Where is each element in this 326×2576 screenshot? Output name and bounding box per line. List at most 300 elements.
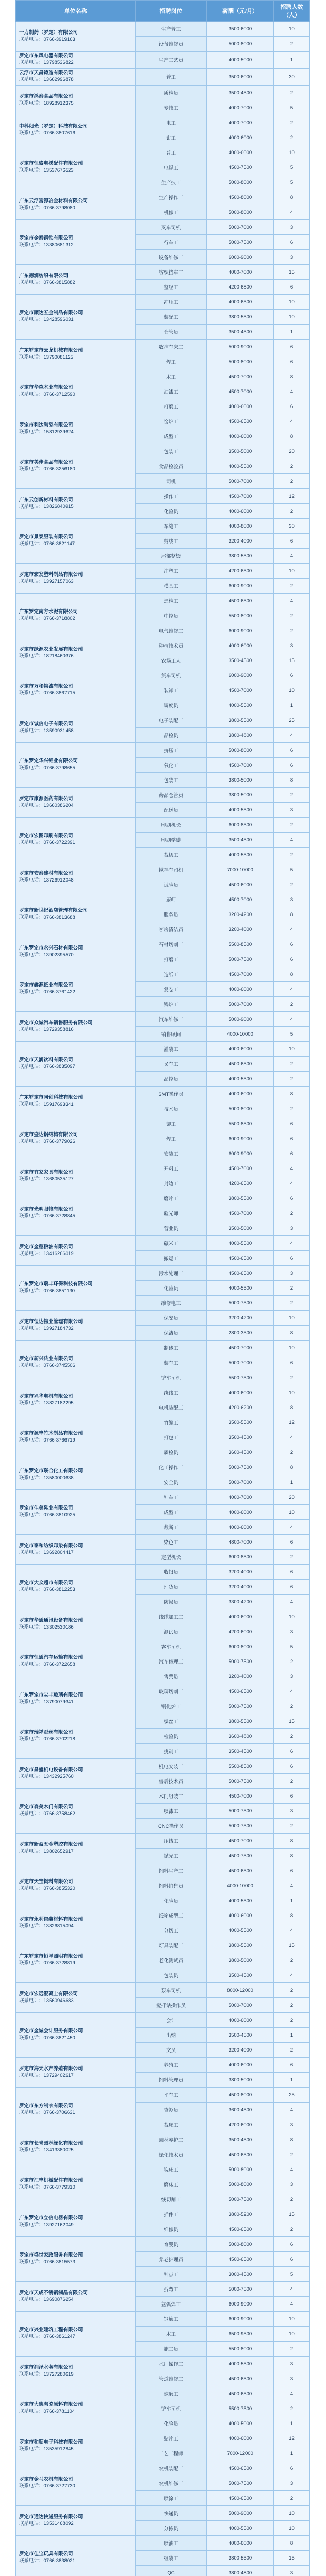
company-phone: 联系电话：13531468092 [19,2520,74,2527]
count-cell: 6 [274,2252,310,2267]
company-name: 罗定市汇丰机械配件有限公司 [19,2178,83,2184]
salary-cell: 6500-9500 [207,2327,274,2342]
table-row [16,2386,310,2401]
position-cell: 剪线工 [136,534,207,549]
position-cell: 中控员 [136,608,207,623]
position-cell: 专技工 [136,100,207,115]
salary-cell: 3200-4000 [207,1565,274,1580]
table-row [16,594,310,608]
company-phone: 联系电话：0766-3706631 [19,2110,75,2115]
company-phone: 联系电话：0766-3861247 [19,2334,75,2340]
table-row [16,220,310,235]
company-cell [16,713,136,743]
count-cell: 2 [274,2147,310,2162]
table-row [16,1415,310,1430]
company-cell [16,2013,136,2058]
count-cell: 2 [274,2491,310,2506]
count-cell: 1 [274,1475,310,1490]
position-cell: 车缝工 [136,519,207,534]
position-cell: 饲料生产工 [136,1863,207,1878]
position-cell: 喷油工 [136,2536,207,2551]
company-name: 罗定市润泽水务有限公司 [19,2364,73,2370]
position-cell: 钟点工 [136,2267,207,2282]
salary-cell: 3500-4500 [207,653,274,668]
position-cell: 插件工 [136,2207,207,2222]
count-cell: 2 [274,1206,310,1221]
salary-cell: 4500-7000 [207,1161,274,1176]
position-cell: 会计 [136,2013,207,2028]
company-cell [16,1490,136,1535]
count-cell: 3 [274,1221,310,1236]
position-cell: 制砖工 [136,1341,207,1355]
count-cell: 10 [274,310,310,325]
salary-cell: 4000-6000 [207,1520,274,1535]
position-cell: 电气维修工 [136,623,207,638]
position-cell: 泵车司机 [136,1983,207,1998]
company-phone: 联系电话：0766-3815882 [19,279,75,285]
count-cell: 2 [274,1699,310,1714]
salary-cell: 6000-9000 [207,623,274,638]
company-cell [16,2312,136,2357]
count-cell: 2 [274,130,310,145]
count-cell: 4 [274,414,310,429]
company-cell [16,220,136,265]
salary-cell: 6000-9000 [207,2297,274,2312]
salary-cell: 4000-7000 [207,100,274,115]
company-phone: 联系电话：0766-3256180 [19,466,75,472]
company-phone: 联系电话：0766-3712590 [19,392,75,397]
count-cell: 5 [274,160,310,175]
count-cell: 3 [274,2476,310,2491]
count-cell: 3 [274,1624,310,1639]
company-phone: 联系电话：13302530186 [19,1624,74,1630]
salary-cell: 6000-9000 [207,668,274,683]
position-cell: 饲料管理员 [136,2073,207,2088]
count-cell: 12 [274,489,310,504]
position-cell: 焊工 [136,354,207,369]
position-cell: 裁床工 [136,2117,207,2132]
count-cell: 10 [274,683,310,698]
company-name: 罗定市盛世家政服务有限公司 [19,2252,83,2259]
position-cell: 压铸工 [136,1834,207,1849]
table-row [16,444,310,459]
table-row [16,967,310,982]
salary-cell: 4500-7000 [207,1206,274,1221]
company-phone: 联系电话：0766-3835097 [19,1064,75,1070]
position-cell: 绿化技术员 [136,2147,207,2162]
table-body [16,22,310,2576]
position-cell: 机修工 [136,205,207,220]
position-cell: 氩弧焊工 [136,2297,207,2312]
company-phone: 联系电话：13726912048 [19,877,74,883]
company-name: 罗定市森美木门有限公司 [19,1804,73,1810]
count-cell: 4 [274,728,310,743]
position-cell: 竹编工 [136,1415,207,1430]
company-cell [16,2207,136,2237]
position-cell: 磨片工 [136,1191,207,1206]
position-cell: 销售顾问 [136,1027,207,1042]
company-phone: 联系电话：0766-3728819 [19,1960,75,1966]
salary-cell: 5500-7500 [207,2401,274,2416]
count-cell: 25 [274,713,310,728]
position-cell: 窑炉工 [136,414,207,429]
salary-cell: 4000-6500 [207,295,274,310]
count-cell: 8 [274,2536,310,2551]
salary-cell: 5000-7500 [207,1819,274,1834]
company-cell [16,1863,136,1908]
company-name: 广东罗定南方水泥有限公司 [19,609,78,615]
count-cell: 2 [274,1953,310,1968]
company-name: 罗定市长青园林绿化有限公司 [19,2140,83,2146]
company-phone: 联系电话：13432925760 [19,1773,74,1780]
table-header [16,1,310,22]
count-cell: 6 [274,1191,310,1206]
company-name: 罗定市康源医药有限公司 [19,795,73,802]
table-row [16,1759,310,1774]
salary-cell: 4000-6000 [207,145,274,160]
position-cell: 成型工 [136,429,207,444]
count-cell: 4 [274,2297,310,2312]
count-cell: 6 [274,937,310,952]
salary-cell: 6000-8500 [207,818,274,833]
table-row [16,1908,310,1923]
company-name: 广东云创新材料有限公司 [19,497,73,503]
table-row [16,2162,310,2177]
count-cell: 15 [274,653,310,668]
salary-cell: 7000-12000 [207,2446,274,2461]
position-cell: 油漆工 [136,384,207,399]
count-cell: 2 [274,504,310,519]
position-cell: 电子装配工 [136,713,207,728]
salary-cell: 4500-6500 [207,1684,274,1699]
company-cell [16,22,136,52]
position-cell: 装车工 [136,1355,207,1370]
count-cell: 2 [274,1774,310,1789]
salary-cell: 5000-7500 [207,1699,274,1714]
salary-cell: 3800-5500 [207,1938,274,1953]
company-phone: 联系电话：13380681312 [19,242,74,248]
company-phone: 联系电话：0766-3779026 [19,1139,75,1144]
salary-cell: 4000-5500 [207,698,274,713]
count-cell: 2 [274,1101,310,1116]
table-row [16,1460,310,1475]
position-cell: 厨师 [136,892,207,907]
salary-cell: 6000-8000 [207,1639,274,1654]
position-cell: 维修电工 [136,1296,207,1311]
company-name: 罗定市恒达物业管理有限公司 [19,1318,83,1325]
table-row [16,1311,310,1326]
position-cell: 保安员 [136,1311,207,1326]
table-row [16,1191,310,1206]
salary-cell: 4000-6000 [207,2431,274,2446]
count-cell: 6 [274,399,310,414]
company-name: 罗定市盛达钢结构有限公司 [19,1132,78,1138]
position-cell: 验光师 [136,1206,207,1221]
position-cell: 挑剥工 [136,1744,207,1759]
company-cell [16,638,136,668]
company-name: 罗定市金诚会计服务有限公司 [19,2028,83,2035]
company-phone: 联系电话：13729358816 [19,1026,74,1032]
salary-cell: 4500-6500 [207,414,274,429]
table-row [16,2312,310,2327]
company-name: 罗定市海天水产养殖有限公司 [19,2065,83,2072]
salary-cell: 5000-9000 [207,340,274,354]
salary-cell: 4000-6000 [207,1609,274,1624]
position-cell: 售票员 [136,1669,207,1684]
company-name: 罗定市天润饮料有限公司 [19,1057,73,1063]
salary-cell: 4000-8000 [207,519,274,534]
position-cell: 操作工 [136,489,207,504]
position-cell: 装配工 [136,310,207,325]
table-row [16,1385,310,1400]
salary-cell: 5000-7500 [207,1774,274,1789]
company-cell [16,743,136,788]
company-phone: 联系电话：0766-3761422 [19,989,75,995]
position-cell: 锅炉工 [136,997,207,1012]
salary-cell: 5000-7500 [207,1296,274,1311]
table-row [16,2357,310,2371]
salary-cell: 4000-6000 [207,1385,274,1400]
table-row [16,145,310,160]
position-cell: 数控车床工 [136,340,207,354]
salary-cell: 4000-6000 [207,638,274,653]
company-phone: 联系电话：13560946683 [19,1997,74,2004]
position-cell: 铆工 [136,1116,207,1131]
position-cell: 施工员 [136,2342,207,2357]
salary-cell: 4500-7500 [207,1849,274,1863]
table-row [16,1490,310,1505]
position-cell: 配送员 [136,803,207,818]
company-name: 广东罗定市瑞丰环保科技有限公司 [19,1281,93,1287]
count-cell: 12 [274,2431,310,2446]
position-cell: 药品仓管员 [136,788,207,803]
count-cell: 2 [274,579,310,594]
company-cell [16,2162,136,2207]
company-phone: 联系电话：13535912845 [19,2446,74,2452]
count-cell: 2 [274,1998,310,2013]
count-cell: 5 [274,2267,310,2282]
salary-cell: 4500-7000 [207,967,274,982]
company-cell [16,2431,136,2461]
position-cell: 包装工 [136,444,207,459]
count-cell: 3 [274,2371,310,2386]
position-cell: 灯具装配工 [136,1938,207,1953]
position-cell: 出纳 [136,2028,207,2043]
position-cell: 质检员 [136,86,207,100]
company-phone: 联系电话：0766-3812253 [19,1587,75,1592]
company-phone: 联系电话：13428596031 [19,317,74,323]
salary-cell: 3800-5000 [207,1953,274,1968]
position-cell: SMT操作员 [136,1087,207,1101]
position-cell: 钳工 [136,130,207,145]
count-cell: 4 [274,2386,310,2401]
position-cell: 碾米工 [136,1236,207,1251]
count-cell: 25 [274,2088,310,2103]
position-cell: 钢化炉工 [136,1699,207,1714]
position-cell: 球磨工 [136,2386,207,2401]
position-cell: 品检员 [136,728,207,743]
position-cell: 整经工 [136,280,207,295]
count-cell: 2 [274,2342,310,2357]
count-cell: 1 [274,2073,310,2088]
table-row [16,2013,310,2028]
company-name: 罗定市大众超市有限公司 [19,1580,73,1586]
salary-cell: 4200-6000 [207,2117,274,2132]
count-cell: 1 [274,698,310,713]
header-row [16,1,310,22]
count-cell: 1 [274,2416,310,2431]
position-cell: 封边工 [136,1176,207,1191]
company-cell [16,52,136,69]
company-name: 罗定市利达陶瓷有限公司 [19,422,73,428]
count-cell: 6 [274,1565,310,1580]
salary-cell: 4500-6500 [207,2386,274,2401]
company-phone: 联系电话：18218460376 [19,653,74,659]
company-name: 罗定市光明眼镜有限公司 [19,1207,73,1213]
table-row [16,788,310,803]
position-cell: 搬运工 [136,1251,207,1266]
salary-cell: 5000-7500 [207,2476,274,2491]
company-phone: 联系电话：13827182295 [19,1400,74,1406]
position-cell: 服务员 [136,907,207,922]
salary-cell: 3800-4800 [207,728,274,743]
count-cell: 3 [274,250,310,265]
salary-cell: 3500-6000 [207,22,274,37]
position-cell: 钢筋工 [136,2312,207,2327]
company-cell [16,489,136,519]
count-cell: 3 [274,638,310,653]
salary-cell: 5000-8000 [207,1101,274,1116]
table-row [16,190,310,205]
count-cell: 3 [274,892,310,907]
position-cell: 生产普工 [136,22,207,37]
company-phone: 联系电话：13580000638 [19,1475,74,1481]
position-cell: 针车工 [136,1490,207,1505]
position-cell: 普工 [136,69,207,86]
salary-cell: 3500-4500 [207,1968,274,1983]
company-name: 罗定市鸿泰食品有限公司 [19,93,73,99]
position-cell: 行车工 [136,235,207,250]
salary-cell: 5000-7500 [207,2192,274,2207]
count-cell: 2 [274,2013,310,2028]
position-cell: 化验员 [136,1893,207,1908]
salary-cell: 4000-5500 [207,803,274,818]
salary-cell: 4000-5000 [207,2416,274,2431]
company-phone: 联系电话：0766-3758462 [19,1811,75,1817]
company-phone: 联系电话：0766-3727730 [19,2483,75,2489]
table-row [16,564,310,579]
salary-cell: 5000-7500 [207,235,274,250]
company-cell [16,2058,136,2088]
position-cell: 种植技术员 [136,638,207,653]
position-cell: 灌装工 [136,1042,207,1057]
count-cell: 2 [274,1654,310,1669]
count-cell: 2 [274,788,310,803]
company-phone: 联系电话：18928912375 [19,100,74,106]
company-cell [16,1161,136,1191]
count-cell: 2 [274,1370,310,1385]
salary-cell: 4500-7000 [207,1341,274,1355]
company-cell [16,668,136,713]
company-cell [16,2386,136,2431]
company-name: 广东罗定市恒星照明有限公司 [19,1954,83,1960]
count-cell: 8 [274,190,310,205]
company-name: 罗定市天成不锈钢制品有限公司 [19,2290,88,2296]
salary-cell: 4500-7000 [207,892,274,907]
salary-cell: 4500-7000 [207,683,274,698]
table-row [16,22,310,37]
table-row [16,1087,310,1101]
salary-cell: 4500-7000 [207,369,274,384]
table-row [16,340,310,354]
position-cell: 线缆加工工 [136,1609,207,1624]
position-cell: 裁切工 [136,848,207,862]
salary-cell: 4500-6500 [207,1057,274,1072]
company-cell [16,967,136,1012]
position-cell: 定型机长 [136,1550,207,1565]
company-phone: 联系电话：0766-3810925 [19,1512,75,1518]
count-cell: 6 [274,1131,310,1146]
company-name: 罗定市兴业建筑工程有限公司 [19,2327,83,2333]
company-phone: 联系电话：15812939624 [19,429,74,435]
salary-cell: 5500-8500 [207,1116,274,1131]
position-cell: 线切割工 [136,2192,207,2207]
company-name: 罗定市宏发塑料制品有限公司 [19,571,83,578]
salary-cell: 3800-5500 [207,2551,274,2566]
salary-cell: 4500-6500 [207,1863,274,1878]
count-cell: 10 [274,564,310,579]
table-row [16,1042,310,1057]
salary-cell: 4500-7000 [207,384,274,399]
company-phone: 联系电话：13660386204 [19,802,74,808]
count-cell: 6 [274,1863,310,1878]
table-row [16,2088,310,2103]
company-cell [16,2506,136,2536]
salary-cell: 4000-6000 [207,504,274,519]
count-cell: 2 [274,37,310,52]
company-phone: 联系电话：0766-3722658 [19,1662,75,1667]
company-cell [16,295,136,340]
company-phone: 联系电话：13413380025 [19,2147,74,2153]
company-phone: 联系电话：0766-3745506 [19,1363,75,1368]
position-cell: 汽车维修工 [136,1012,207,1027]
salary-cell: 4200-6800 [207,280,274,295]
company-name: 云浮市天昌铸造有限公司 [19,70,73,76]
salary-cell: 5000-8000 [207,2237,274,2252]
salary-cell: 5000-7000 [207,1475,274,1490]
count-cell: 6 [274,534,310,549]
company-cell [16,1415,136,1460]
company-cell [16,788,136,818]
salary-cell: 4000-5500 [207,1281,274,1296]
count-cell: 4 [274,205,310,220]
company-phone: 联系电话：13927157063 [19,578,74,584]
position-cell: 快递员 [136,2506,207,2521]
count-cell: 8 [274,1834,310,1849]
company-cell [16,2132,136,2162]
company-cell [16,414,136,444]
table-row [16,52,310,69]
salary-cell: 5000-8000 [207,2162,274,2177]
company-name: 罗定市鑫源纸业有限公司 [19,982,73,989]
count-cell: 30 [274,69,310,86]
company-phone: 联系电话：13727280619 [19,2371,74,2377]
table-row [16,1609,310,1624]
salary-cell: 3600-4500 [207,2103,274,2117]
table-row [16,369,310,384]
company-cell [16,1266,136,1311]
position-cell: 农场工人 [136,653,207,668]
